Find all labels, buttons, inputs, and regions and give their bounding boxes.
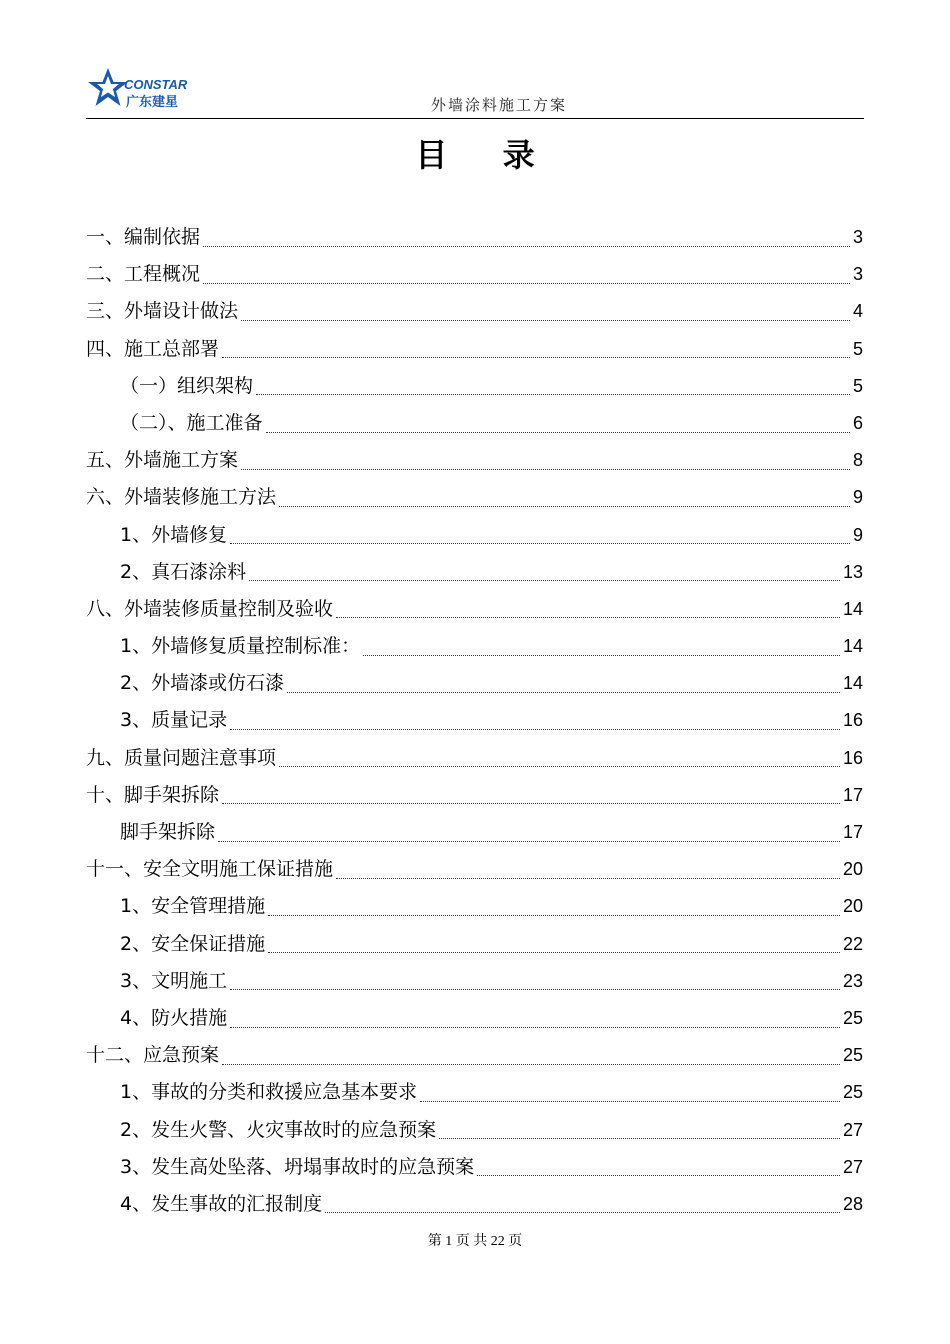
toc-entry-page: 16 — [842, 710, 863, 731]
toc-entry-page: 17 — [842, 822, 863, 842]
toc-entry-label: 1、安全管理措施 — [120, 895, 266, 918]
toc-entry-page: 28 — [842, 1193, 863, 1214]
toc-entry[interactable] — [86, 702, 863, 739]
toc-entry[interactable] — [86, 442, 863, 479]
page-header — [86, 64, 864, 119]
toc-entry-label: 脚手架拆除 — [120, 821, 216, 843]
toc-leader-dots — [439, 1137, 840, 1139]
toc-entry[interactable] — [86, 1186, 863, 1223]
toc-leader-dots — [325, 1211, 840, 1213]
toc-entry-label: 六、外墙装修施工方法 — [86, 486, 277, 509]
toc-leader-dots — [249, 579, 840, 581]
toc-entry[interactable] — [86, 591, 863, 628]
toc-entry-label: 2、真石漆涂料 — [120, 560, 247, 583]
header-title: 外墙涂料施工方案 — [431, 96, 568, 114]
toc-entry-label: 十一、安全文明施工保证措施 — [86, 858, 334, 881]
toc-entry-label: 3、文明施工 — [120, 969, 228, 992]
toc-entry[interactable] — [86, 1149, 863, 1186]
toc-entry-label: 十、脚手架拆除 — [86, 783, 220, 806]
toc-leader-dots — [256, 393, 850, 395]
toc-entry-page: 27 — [842, 1156, 863, 1177]
toc-entry-label: 2、外墙漆或仿石漆 — [120, 672, 285, 695]
toc-entry-page: 25 — [842, 1082, 863, 1103]
toc-entry[interactable] — [86, 1074, 863, 1111]
toc-entry-page: 25 — [842, 1007, 863, 1028]
toc-entry-label: 十二、应急预案 — [86, 1044, 220, 1067]
toc-entry-page: 5 — [852, 338, 863, 359]
toc-entry-label: 1、外墙修复 — [120, 523, 228, 546]
toc-entry-page: 13 — [842, 561, 863, 582]
toc-entry[interactable] — [86, 777, 863, 814]
toc-entry-page: 16 — [842, 747, 863, 768]
toc-entry[interactable] — [86, 368, 863, 405]
toc-entry-label: 4、发生事故的汇报制度 — [120, 1192, 323, 1215]
toc-leader-dots — [266, 431, 850, 433]
toc-entry-label: 3、质量记录 — [120, 709, 228, 732]
toc-entry-label: 2、安全保证措施 — [120, 932, 266, 955]
toc-entry-page: 9 — [852, 487, 863, 508]
toc-leader-dots — [477, 1174, 840, 1176]
toc-entry-label: （二）、施工准备 — [120, 411, 263, 434]
toc-entry[interactable] — [86, 293, 863, 330]
toc-entry-label: 九、质量问题注意事项 — [86, 746, 277, 769]
toc-leader-dots — [336, 877, 840, 879]
toc-entry-page: 17 — [842, 784, 863, 805]
toc-leader-dots — [336, 616, 840, 618]
toc-entry-label: 3、发生高处坠落、坍塌事故时的应急预案 — [120, 1155, 475, 1178]
logo-text-en: CONSTAR — [124, 77, 188, 92]
toc-leader-dots — [241, 468, 850, 470]
toc-entry-label: 二、工程概况 — [86, 263, 201, 286]
page-footer: 第 1 页 共 22 页 — [427, 1234, 523, 1249]
toc-entry[interactable] — [86, 814, 863, 851]
toc-entry[interactable] — [86, 1037, 863, 1074]
toc-leader-dots — [230, 728, 840, 730]
toc-entry[interactable] — [86, 1112, 863, 1149]
toc-entry[interactable] — [86, 926, 863, 963]
toc-entry[interactable] — [86, 628, 863, 665]
toc-entry[interactable] — [86, 851, 863, 888]
toc-entry[interactable] — [86, 1000, 863, 1037]
toc-leader-dots — [420, 1100, 840, 1102]
logo-text-cn: 广东建星 — [126, 95, 179, 110]
toc-entry-label: 4、防火措施 — [120, 1006, 228, 1029]
toc-entry-page: 6 — [852, 412, 863, 433]
toc-entry-label: 2、发生火警、火灾事故时的应急预案 — [120, 1118, 437, 1141]
toc-leader-dots — [287, 691, 840, 693]
toc-entry-page: 5 — [852, 375, 863, 396]
toc-entry-page: 4 — [852, 301, 863, 322]
table-of-contents — [86, 219, 863, 1223]
toc-entry[interactable] — [86, 479, 863, 516]
toc-entry-page: 20 — [842, 896, 863, 917]
toc-entry[interactable] — [86, 740, 863, 777]
toc-entry-label: 八、外墙装修质量控制及验收 — [86, 597, 334, 620]
toc-entry[interactable] — [86, 554, 863, 591]
toc-leader-dots — [222, 1063, 840, 1065]
toc-leader-dots — [222, 802, 840, 804]
toc-entry-label: （一）组织架构 — [120, 374, 254, 397]
toc-entry[interactable] — [86, 888, 863, 925]
toc-entry-page: 9 — [852, 524, 863, 545]
document-title: 目 录 — [415, 136, 557, 174]
toc-entry-page: 25 — [842, 1045, 863, 1066]
toc-entry-label: 1、事故的分类和救援应急基本要求 — [120, 1081, 418, 1104]
toc-leader-dots — [268, 914, 840, 916]
toc-entry-label: 三、外墙设计做法 — [86, 300, 239, 323]
toc-entry-label: 五、外墙施工方案 — [86, 449, 239, 472]
toc-leader-dots — [222, 356, 850, 358]
toc-entry-label: 四、施工总部署 — [86, 337, 220, 360]
toc-leader-dots — [363, 654, 840, 656]
toc-entry-page: 14 — [842, 598, 863, 619]
toc-leader-dots — [268, 951, 840, 953]
toc-entry-page: 27 — [842, 1119, 863, 1140]
toc-entry-page: 8 — [852, 450, 863, 471]
toc-entry-page: 22 — [842, 933, 863, 954]
toc-leader-dots — [203, 245, 850, 247]
toc-entry[interactable] — [86, 665, 863, 702]
toc-leader-dots — [279, 505, 850, 507]
toc-entry[interactable] — [86, 219, 863, 256]
toc-leader-dots — [241, 319, 850, 321]
toc-entry[interactable] — [86, 517, 863, 554]
toc-entry[interactable] — [86, 331, 863, 368]
toc-leader-dots — [230, 988, 840, 990]
toc-entry[interactable] — [86, 963, 863, 1000]
toc-entry-page: 20 — [842, 859, 863, 880]
toc-entry[interactable] — [86, 405, 863, 442]
toc-entry-page: 3 — [852, 264, 863, 285]
toc-entry-label: 1、外墙修复质量控制标准： — [120, 635, 361, 658]
toc-leader-dots — [218, 840, 840, 842]
toc-leader-dots — [230, 1026, 840, 1028]
toc-entry-page: 14 — [842, 636, 863, 657]
toc-entry-page: 14 — [842, 673, 863, 694]
toc-entry-page: 3 — [852, 227, 863, 247]
constar-logo — [86, 64, 206, 114]
toc-entry[interactable] — [86, 256, 863, 293]
toc-entry-page: 23 — [842, 970, 863, 991]
toc-leader-dots — [279, 765, 840, 767]
toc-leader-dots — [203, 282, 850, 284]
toc-leader-dots — [230, 542, 850, 544]
toc-entry-label: 一、编制依据 — [86, 226, 201, 248]
